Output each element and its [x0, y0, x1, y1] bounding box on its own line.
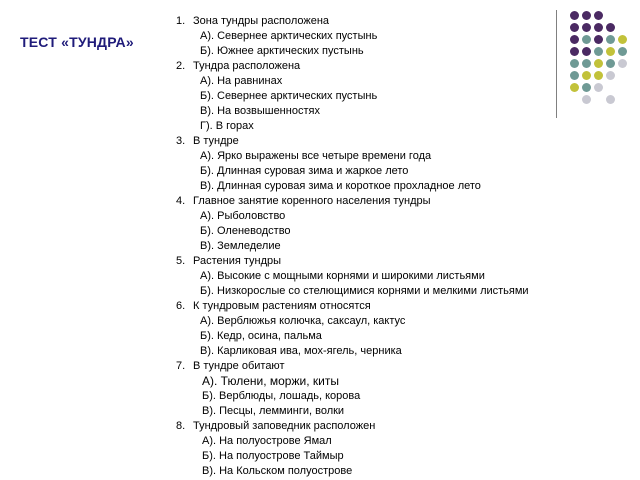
- answer-option: А). Севернее арктических пустынь: [200, 30, 378, 42]
- answer-option: В). Земледелие: [200, 240, 281, 252]
- answer-option: Б). Кедр, осина, пальма: [200, 330, 322, 342]
- question-text: Тундра расположена: [193, 60, 301, 72]
- answer-list: [176, 269, 636, 299]
- question-text: Растения тундры: [193, 255, 282, 267]
- answer-option: Б). Севернее арктических пустынь: [200, 90, 378, 102]
- answer-list: [176, 209, 636, 254]
- question-text: Тундровый заповедник расположен: [193, 420, 376, 432]
- question-text: К тундровым растениям относятся: [193, 300, 371, 312]
- question-number: 3.: [176, 135, 186, 147]
- question-number: 4.: [176, 195, 186, 207]
- question-number: 1.: [176, 15, 186, 27]
- answer-option: Б). На полуострове Таймыр: [202, 450, 344, 462]
- answer-option: А). Ярко выражены все четыре времени года: [200, 150, 432, 162]
- answer-option: В). Песцы, лемминги, волки: [202, 405, 345, 417]
- question-number: 8.: [176, 420, 186, 432]
- answer-list: [176, 74, 636, 134]
- question-number: 7.: [176, 360, 186, 372]
- question-text: Главное занятие коренного населения тундры: [193, 195, 431, 207]
- answer-list: [176, 434, 636, 479]
- answer-option: А). Тюлени, моржи, киты: [202, 374, 339, 388]
- question-item: [176, 299, 636, 359]
- question-item: [176, 59, 636, 134]
- question-text: В тундре: [193, 135, 239, 147]
- question-text: В тундре обитают: [193, 360, 285, 372]
- answer-option: Б). Верблюды, лошадь, корова: [202, 390, 361, 402]
- answer-option: В). Длинная суровая зима и короткое прохладное лето: [200, 180, 481, 192]
- answer-list: [176, 314, 636, 359]
- question-text: Зона тундры расположена: [193, 15, 330, 27]
- answer-list: [176, 374, 636, 419]
- question-item: [176, 194, 636, 254]
- question-item: [176, 254, 636, 299]
- answer-option: Г). В горах: [200, 120, 254, 132]
- question-item: [176, 14, 636, 59]
- answer-option: В). Карликовая ива, мох-ягель, черника: [200, 345, 402, 357]
- answer-list: [176, 29, 636, 59]
- question-number: 5.: [176, 255, 186, 267]
- question-item: [176, 419, 636, 479]
- answer-option: Б). Длинная суровая зима и жаркое лето: [200, 165, 409, 177]
- answer-option: В). На возвышенностях: [200, 105, 320, 117]
- answer-option: Б). Низкорослые со стелющимися корнями и мелкими листьями: [200, 285, 529, 297]
- answer-list: [176, 149, 636, 194]
- question-item: [176, 134, 636, 194]
- question-number: 2.: [176, 60, 186, 72]
- answer-option: А). На полуострове Ямал: [202, 435, 332, 447]
- answer-option: А). Рыболовство: [200, 210, 286, 222]
- answer-option: А). На равнинах: [200, 75, 283, 87]
- question-item: [176, 359, 636, 419]
- answer-option: А). Высокие с мощными корнями и широкими листьями: [200, 270, 485, 282]
- question-list: [176, 14, 636, 479]
- page-title: ТЕСТ «ТУНДРА»: [20, 34, 134, 50]
- answer-option: В). На Кольском полуострове: [202, 465, 353, 477]
- question-number: 6.: [176, 300, 186, 312]
- answer-option: Б). Оленеводство: [200, 225, 291, 237]
- answer-option: Б). Южнее арктических пустынь: [200, 45, 364, 57]
- answer-option: А). Верблюжья колючка, саксаул, кактус: [200, 315, 406, 327]
